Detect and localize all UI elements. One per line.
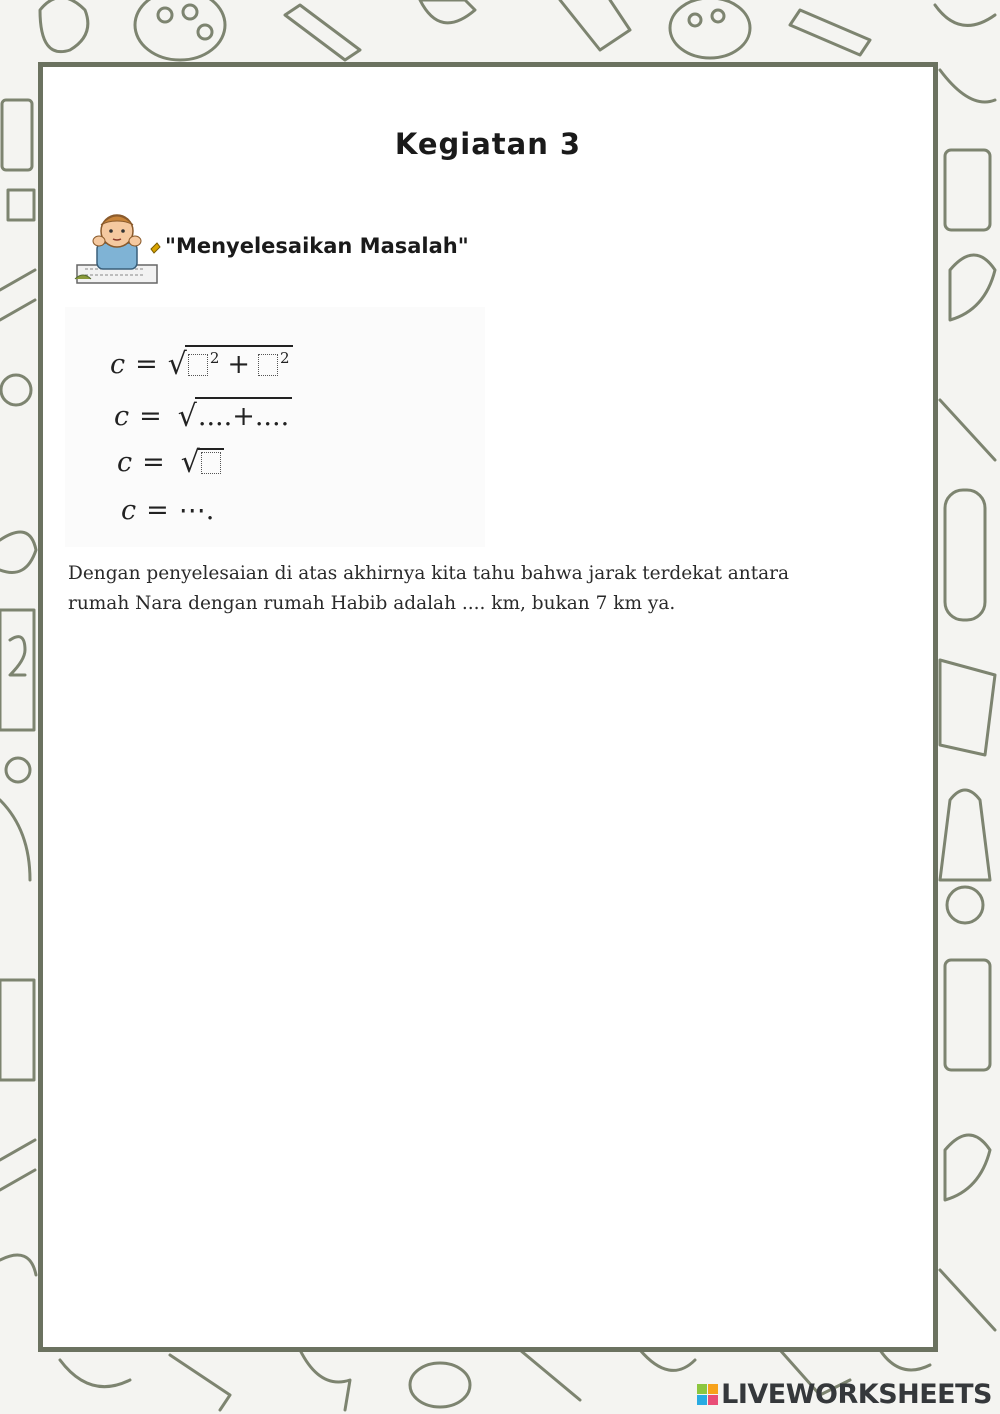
globe-doodle <box>0 800 30 880</box>
calculator-doodle <box>2 100 32 170</box>
worksheet-page <box>38 62 938 1352</box>
pencil-doodle <box>940 400 995 460</box>
bell-doodle <box>935 5 995 25</box>
liveworksheets-logo-icon <box>697 1384 718 1405</box>
leaf-doodle <box>0 532 36 573</box>
liveworksheets-watermark: LIVEWORKSHEETS <box>697 1379 992 1410</box>
pencil-doodle <box>790 10 870 55</box>
test-tube-doodle <box>945 490 985 620</box>
blank-box <box>258 354 278 376</box>
book-doodle <box>940 660 995 755</box>
globe-doodle <box>60 1360 130 1387</box>
ruler-doodle <box>560 0 630 50</box>
ruler-doodle <box>0 270 35 320</box>
magnifier-doodle <box>1 375 31 405</box>
bell-doodle <box>420 0 475 23</box>
bell-doodle <box>640 1350 695 1370</box>
leaf-doodle <box>0 1255 36 1275</box>
palette-doodle <box>410 1363 470 1407</box>
square-root: √ <box>181 448 224 478</box>
blank-box <box>201 452 221 474</box>
square-root: √ ....+.... <box>178 397 292 432</box>
square-root: √ 2 + 2 <box>168 345 293 380</box>
bag-doodle <box>945 960 990 1070</box>
equation-block <box>65 307 485 547</box>
equation-line-1: c = √ 2 + 2 <box>110 345 293 380</box>
bag-doodle <box>940 70 995 102</box>
trophy-doodle <box>40 0 88 52</box>
thinking-child-illustration <box>71 209 163 289</box>
calculator-doodle <box>0 980 34 1080</box>
bag-doodle <box>945 150 990 230</box>
page-title: Kegiatan 3 <box>394 127 582 161</box>
equation-line-4: c = ⋯. <box>121 495 215 526</box>
equation-line-2: c = √ ....+.... <box>114 397 292 432</box>
equation-line-3: c = √ <box>117 447 224 478</box>
ruler-doodle <box>520 1350 580 1400</box>
book-doodle <box>0 610 34 730</box>
conclusion-paragraph: Dengan penyelesaian di atas akhirnya kita tahu bahwa jarak terdekat antara rumah Nara dengan rumah Habib adalah .... km, bukan 7 km ya. <box>68 563 790 614</box>
pencil-doodle <box>285 5 360 60</box>
pencil-doodle <box>170 1355 230 1410</box>
leaf-doodle <box>950 255 995 320</box>
blank-box <box>188 354 208 376</box>
palette-doodle <box>670 0 750 58</box>
bell-doodle <box>940 790 990 880</box>
trophy-doodle <box>300 1350 350 1410</box>
leaf-doodle <box>945 1135 990 1200</box>
section-subtitle: "Menyelesaikan Masalah" <box>165 234 469 258</box>
